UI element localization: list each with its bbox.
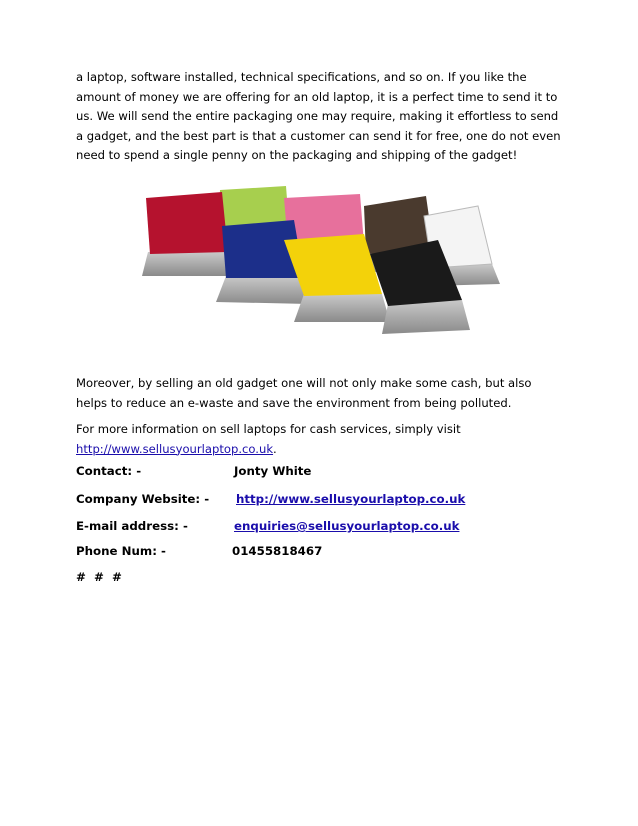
website-link[interactable]: http://www.sellusyourlaptop.co.uk: [76, 441, 274, 456]
intro-line: amount of money we are offering for an old laptop, it is a perfect time to send it to: [76, 89, 558, 104]
more-info-link-line: [76, 440, 562, 460]
contact-label: Contact: -: [76, 464, 142, 478]
more-info-text: For more information on sell laptops for cash services, simply visit: [76, 422, 461, 436]
company-website-link[interactable]: http://www.sellusyourlaptop.co.uk: [236, 492, 466, 506]
website-label: Company Website: -: [76, 492, 210, 506]
intro-line: us. We will send the entire packaging one may require, making it effortless to send: [76, 109, 559, 123]
website-row: [76, 489, 562, 509]
end-marker: # # #: [76, 570, 124, 584]
moreover-line: Moreover, by selling an old gadget one will not only make some cash, but also: [76, 376, 532, 390]
moreover-line: helps to reduce an e-waste and save the environment from being polluted.: [76, 395, 512, 410]
period: .: [273, 441, 277, 456]
moreover-paragraph: [76, 374, 562, 413]
contact-name: Jonty White: [234, 464, 312, 478]
contact-row: [76, 461, 562, 481]
phone-row: [76, 541, 562, 561]
phone-number: 01455818467: [232, 544, 323, 558]
phone-label: Phone Num: -: [76, 544, 166, 558]
laptops-photo: [138, 176, 502, 344]
more-info-paragraph: [76, 420, 562, 459]
email-link[interactable]: enquiries@sellusyourlaptop.co.uk: [234, 519, 460, 533]
intro-line: a laptop, software installed, technical specifications, and so on. If you like the: [76, 70, 527, 84]
intro-line: a gadget, and the best part is that a customer can send it for free, one do not even: [76, 128, 561, 143]
intro-line: need to spend a single penny on the packaging and shipping of the gadget!: [76, 148, 518, 162]
intro-paragraph: [76, 68, 562, 166]
email-label: E-mail address: -: [76, 519, 188, 533]
email-row: [76, 516, 562, 536]
